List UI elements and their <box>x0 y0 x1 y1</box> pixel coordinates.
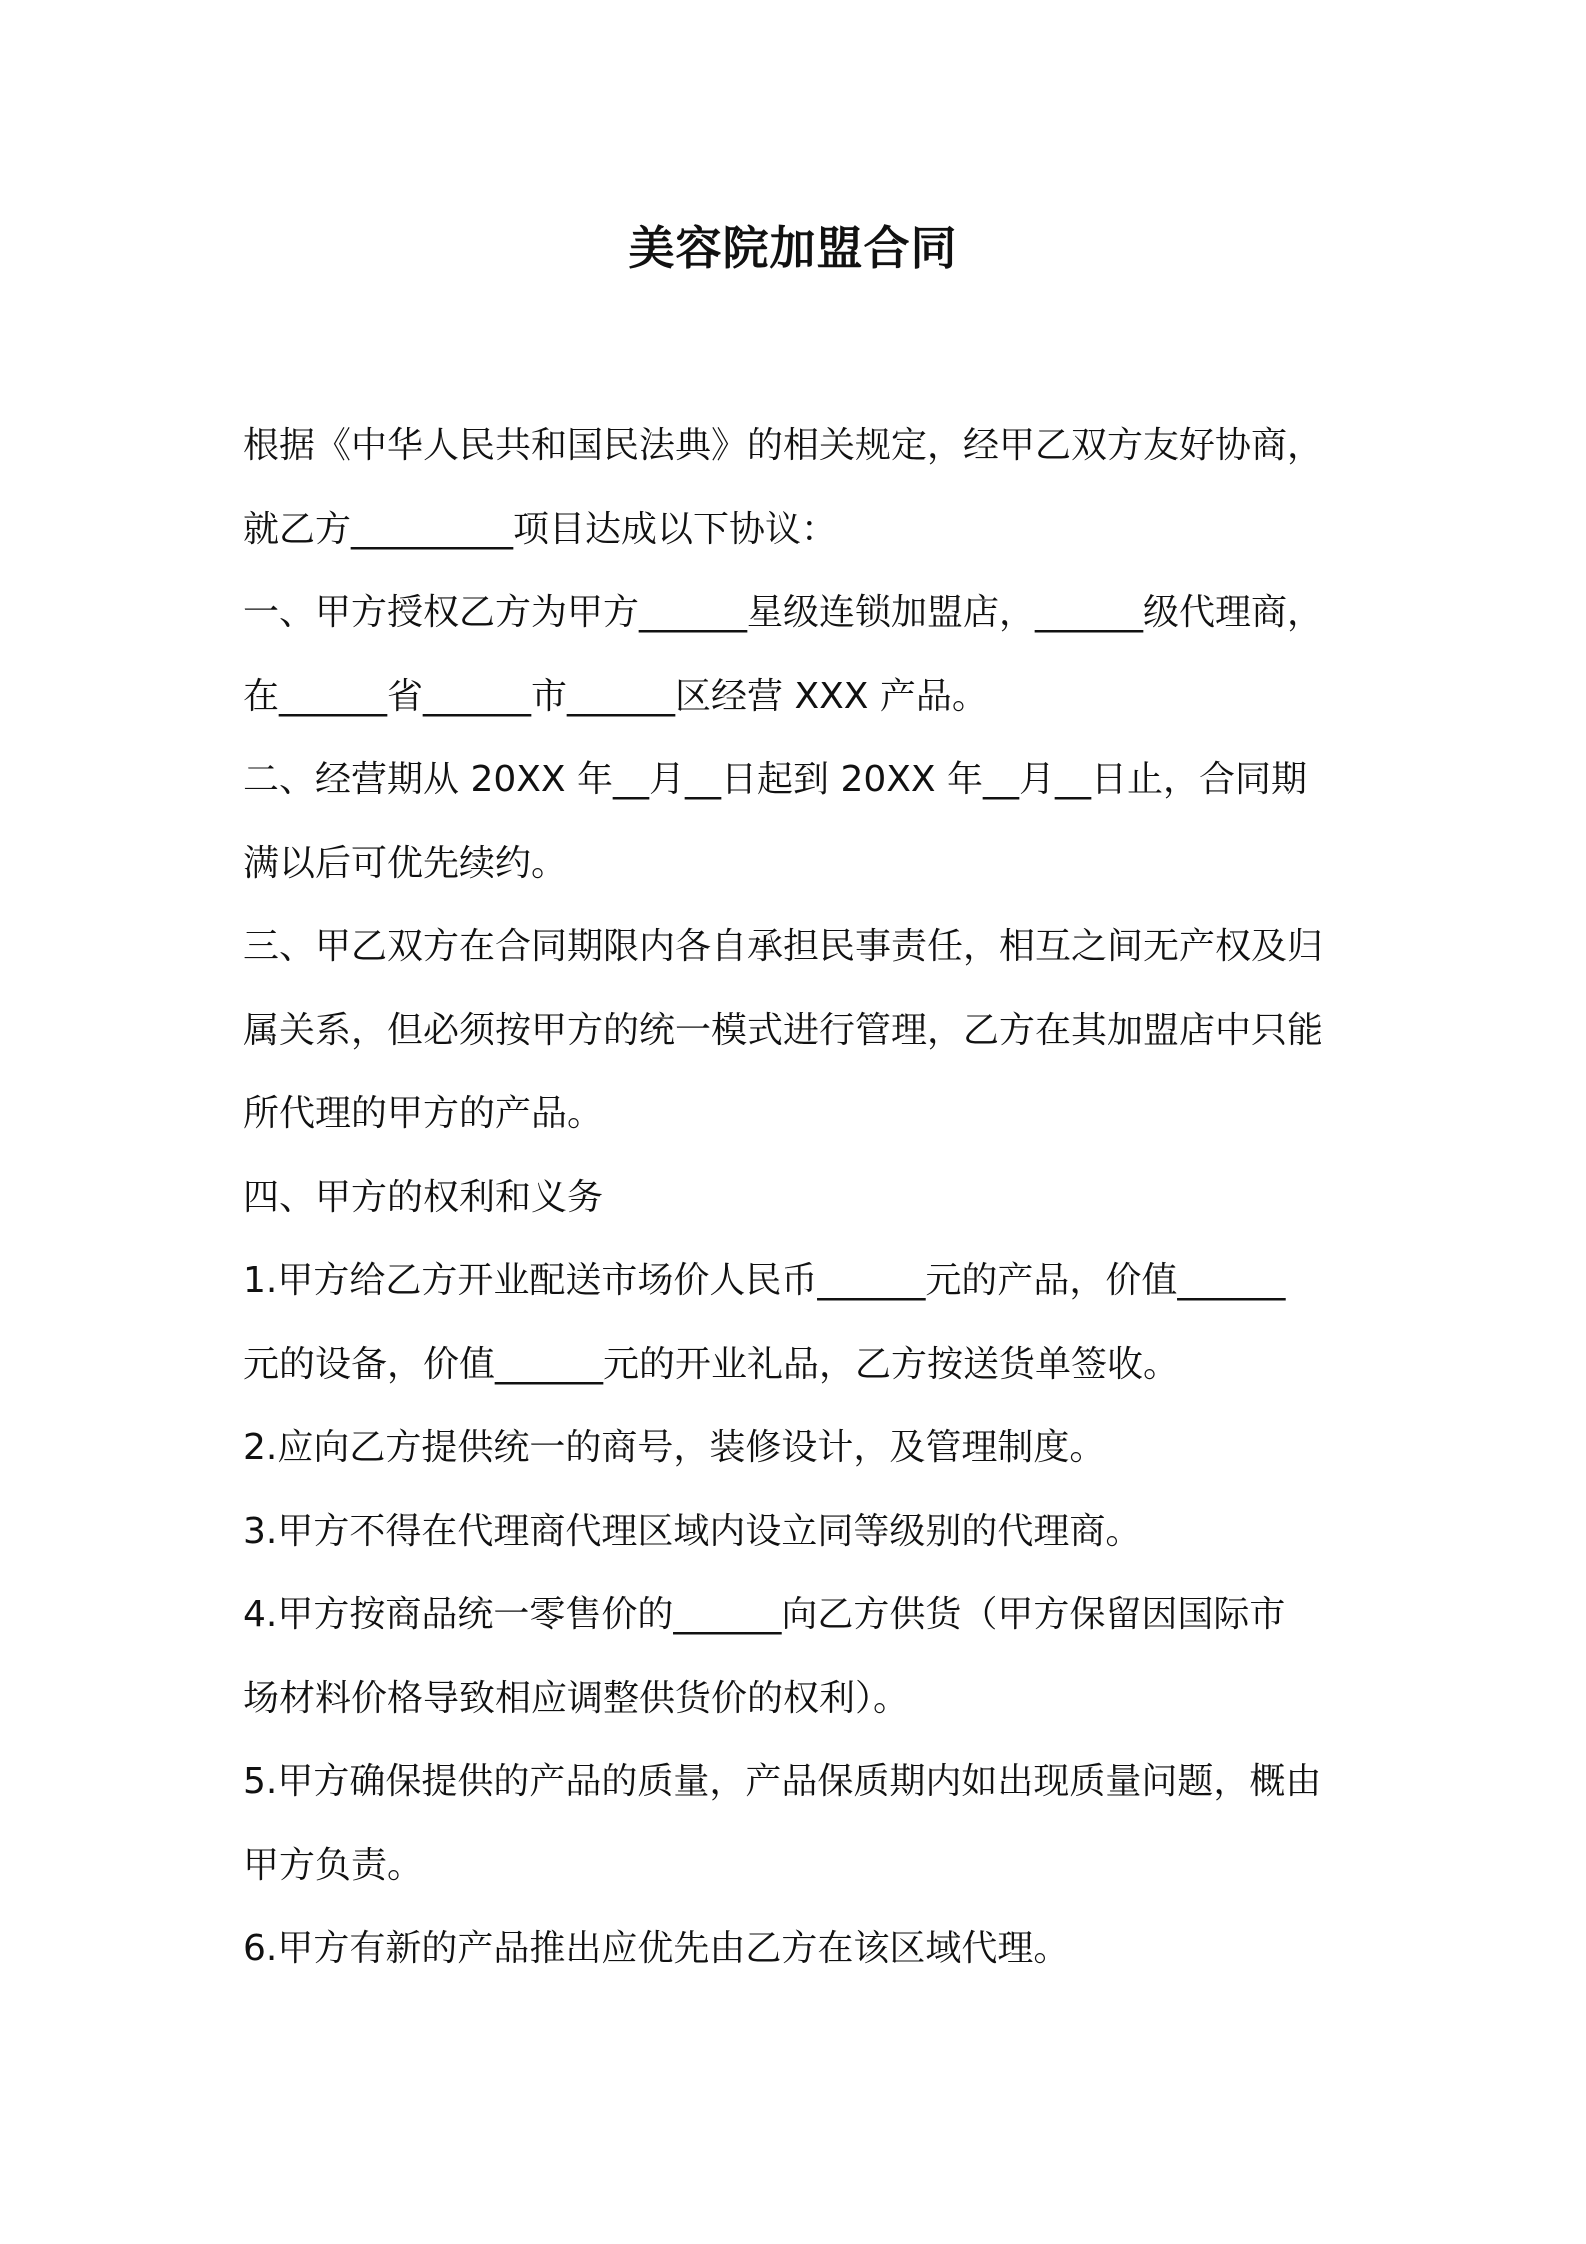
paragraph-line: 三、甲乙双方在合同期限内各自承担民事责任，相互之间无产权及归 <box>243 926 1324 967</box>
list-item-line: 3.甲方不得在代理商代理区域内设立同等级别的代理商。 <box>243 1510 1142 1552</box>
paragraph-line: 满以后可优先续约。 <box>243 842 568 884</box>
list-item-line: 6.甲方有新的产品推出应优先由乙方在该区域代理。 <box>243 1928 1070 1969</box>
list-item-line: 甲方负责。 <box>243 1844 424 1886</box>
list-item-line: 2.应向乙方提供统一的商号，装修设计，及管理制度。 <box>243 1427 1106 1468</box>
document-body <box>243 404 1363 1991</box>
paragraph-line: 属关系，但必须按甲方的统一模式进行管理，乙方在其加盟店中只能 <box>243 1009 1324 1051</box>
paragraph-line: 就乙方_________项目达成以下协议： <box>243 508 838 550</box>
section-heading: 四、甲方的权利和义务 <box>243 1176 604 1218</box>
list-item-line: 1.甲方给乙方开业配送市场价人民币______元的产品，价值______ <box>243 1260 1286 1301</box>
paragraph-line: 在______省______市______区经营 XXX 产品。 <box>243 675 988 717</box>
paragraph-line: 二、经营期从 20XX 年__月__日起到 20XX 年__月__日止，合同期 <box>243 759 1308 800</box>
paragraph-line: 根据《中华人民共和国民法典》的相关规定，经甲乙双方友好协商， <box>243 425 1324 466</box>
paragraph-line: 所代理的甲方的产品。 <box>243 1093 604 1134</box>
list-item-line: 4.甲方按商品统一零售价的______向乙方供货（甲方保留因国际市 <box>243 1594 1286 1635</box>
list-item-line: 元的设备，价值______元的开业礼品，乙方按送货单签收。 <box>243 1343 1180 1385</box>
list-item-line: 5.甲方确保提供的产品的质量，产品保质期内如出现质量问题，概由 <box>243 1761 1322 1802</box>
list-item-line: 场材料价格导致相应调整供货价的权利）。 <box>243 1677 910 1719</box>
paragraph-line: 一、甲方授权乙方为甲方______星级连锁加盟店，______级代理商， <box>243 592 1324 633</box>
document-title: 美容院加盟合同 <box>628 221 958 275</box>
